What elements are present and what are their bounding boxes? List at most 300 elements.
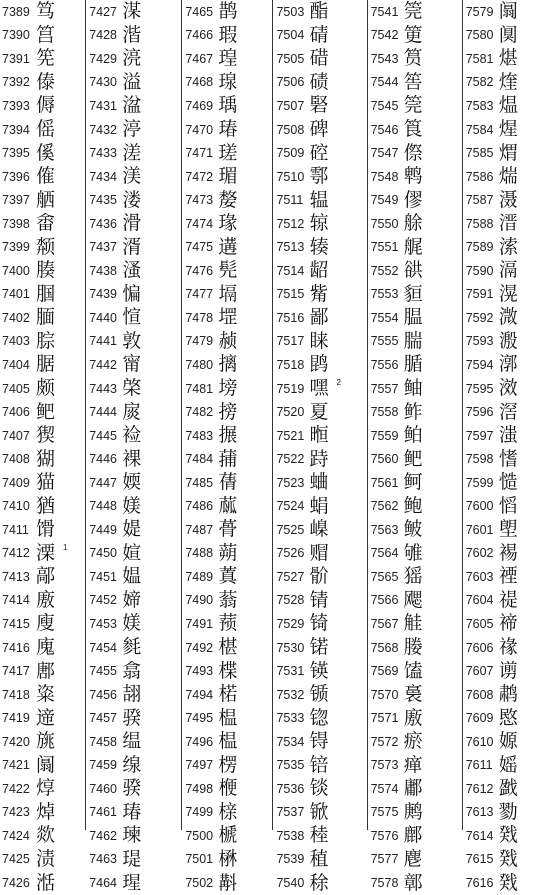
table-row: [0, 330, 85, 354]
table-row: [86, 71, 181, 95]
entry-character: 堽: [218, 306, 238, 329]
entry-character: 龆: [309, 259, 329, 282]
entry-character: 猶: [36, 494, 56, 517]
entry-character: 蓊: [218, 588, 238, 611]
entry-character: 鹊: [218, 0, 238, 23]
table-row: [463, 188, 537, 212]
table-row: [368, 47, 462, 71]
entry-character: 缐: [122, 753, 142, 776]
table-row: [368, 471, 462, 495]
entry-number: 7411: [2, 522, 29, 537]
entry-number: 7396: [2, 169, 30, 184]
entry-character: 甯: [122, 353, 142, 376]
entry-number: 7488: [185, 546, 214, 561]
entry-character: 媪: [122, 565, 142, 588]
table-row: [368, 283, 462, 307]
entry-character: 溠: [122, 141, 142, 164]
table-row: [273, 71, 366, 95]
table-row: [368, 141, 462, 165]
table-row: [273, 0, 366, 24]
entry-character: 鲌: [403, 424, 423, 447]
entry-number: 7551: [370, 240, 399, 255]
entry-number: 7516: [276, 310, 305, 325]
entry-number: 7546: [370, 122, 399, 137]
table-row: [86, 612, 181, 636]
entry-number: 7568: [370, 640, 399, 655]
entry-number: 7448: [89, 499, 118, 514]
entry-number: 7615: [465, 852, 494, 867]
entry-number: 7598: [465, 452, 494, 467]
entry-number: 7465: [185, 4, 214, 19]
entry-character: 鲉: [403, 377, 423, 400]
entry-number: 7476: [185, 263, 214, 278]
entry-number: 7575: [370, 805, 399, 820]
table-row: [182, 400, 272, 424]
entry-character: 煟: [498, 141, 518, 164]
entry-number: 7427: [89, 4, 118, 19]
table-row: [463, 47, 537, 71]
entry-character: 裼: [498, 541, 518, 564]
entry-character: 煃: [498, 70, 518, 93]
entry-number: 7438: [89, 263, 118, 278]
entry-character: 碃: [309, 23, 329, 46]
table-row: [368, 636, 462, 660]
entry-character: 稌: [309, 871, 329, 894]
entry-character: 瘀: [403, 730, 423, 753]
table-row: [368, 683, 462, 707]
table-row: [368, 871, 462, 895]
entry-number: 7520: [276, 405, 305, 420]
entry-character: 瑔: [218, 70, 238, 93]
entry-number: 7451: [89, 569, 118, 584]
table-row: [368, 212, 462, 236]
table-row: [182, 659, 272, 683]
table-row: [0, 706, 85, 730]
entry-number: 7604: [465, 593, 494, 608]
entry-character: 媆: [122, 471, 142, 494]
table-row: [182, 824, 272, 848]
entry-number: 7566: [370, 593, 399, 608]
entry-number: 7472: [185, 169, 214, 184]
entry-number: 7486: [185, 499, 214, 514]
entry-number: 7394: [2, 122, 30, 137]
entry-character: 愭: [498, 447, 518, 470]
table-row: [463, 518, 537, 542]
entry-character: 鹎: [403, 165, 423, 188]
entry-character: 旐: [36, 730, 56, 753]
entry-character: 湝: [122, 23, 142, 46]
table-row: [86, 118, 181, 142]
table-row: [182, 494, 272, 518]
table-row: [273, 353, 366, 377]
entry-character: 煴: [498, 94, 518, 117]
table-row: [368, 612, 462, 636]
entry-character: 嵲: [309, 518, 329, 541]
entry-number: 7497: [185, 758, 214, 773]
table-row: [86, 330, 181, 354]
entry-number: 7611: [465, 758, 493, 773]
entry-character: 禘: [498, 612, 518, 635]
entry-number: 7434: [89, 169, 118, 184]
entry-character: 畬: [36, 212, 56, 235]
table-row: [86, 848, 181, 872]
table-row: [273, 306, 366, 330]
table-row: [182, 259, 272, 283]
entry-character: 煋: [498, 118, 518, 140]
entry-number: 7528: [276, 593, 305, 608]
entry-number: 7600: [465, 499, 494, 514]
table-row: [182, 730, 272, 754]
table-row: [86, 754, 181, 778]
table-row: [86, 518, 181, 542]
table-row: [273, 424, 366, 448]
entry-number: 7441: [89, 334, 118, 349]
entry-number: 7442: [89, 357, 118, 372]
entry-character: 塥: [218, 282, 238, 305]
entry-character: 粢: [36, 683, 56, 706]
entry-number: 7570: [370, 687, 399, 702]
entry-number: 7558: [370, 405, 399, 420]
entry-number: 7428: [89, 28, 118, 43]
table-row: [182, 518, 272, 542]
table-row: [273, 683, 366, 707]
table-row: [463, 306, 537, 330]
table-row: [463, 24, 537, 48]
table-row: [182, 683, 272, 707]
entry-character: 敦: [122, 329, 142, 352]
table-row: [182, 353, 272, 377]
entry-character: 煓: [498, 165, 518, 188]
entry-number: 7404: [2, 357, 30, 372]
entry-character: 蛐: [309, 471, 329, 494]
entry-character: 愍: [498, 706, 518, 729]
table-row: [86, 871, 181, 895]
entry-character: 鄘: [403, 777, 423, 800]
entry-number: 7514: [276, 263, 305, 278]
entry-character: 蓏: [218, 494, 238, 517]
table-row: [368, 706, 462, 730]
entry-character: 慆: [498, 494, 518, 517]
entry-character: 筥: [36, 23, 56, 46]
entry-number: 7393: [2, 98, 30, 113]
table-row: [86, 400, 181, 424]
entry-character: 馉: [36, 518, 56, 541]
table-row: [86, 589, 181, 613]
table-row: [86, 542, 181, 566]
entry-character: 笃: [36, 0, 56, 23]
entry-character: 溦: [498, 306, 518, 329]
entry-number: 7565: [370, 569, 399, 584]
table-row: [182, 235, 272, 259]
entry-number: 7440: [89, 310, 118, 325]
entry-character: 碛: [309, 70, 329, 93]
table-row: [0, 94, 85, 118]
entry-character: 楩: [218, 777, 238, 800]
table-row: [86, 188, 181, 212]
entry-number: 7519: [276, 381, 305, 396]
entry-character: 锳: [309, 659, 329, 682]
entry-character: 傕: [36, 165, 56, 188]
entry-character: 棨: [122, 377, 142, 400]
entry-character: 鄜: [403, 824, 423, 847]
entry-character: 滉: [498, 282, 518, 305]
table-column: [462, 0, 537, 894]
table-row: [463, 71, 537, 95]
entry-number: 7460: [89, 781, 118, 796]
table-row: [86, 353, 181, 377]
entry-character: 媄: [122, 612, 142, 635]
entry-number: 7595: [465, 381, 494, 396]
entry-number: 7444: [89, 405, 118, 420]
entry-number: 7584: [465, 122, 494, 137]
entry-number: 7405: [2, 381, 30, 396]
entry-character: 蒱: [218, 447, 238, 470]
table-row: [273, 565, 366, 589]
entry-number: 7406: [2, 405, 30, 420]
table-row: [463, 0, 537, 24]
table-row: [368, 235, 462, 259]
entry-character: 鄙: [309, 306, 329, 329]
table-row: [273, 235, 366, 259]
entry-character: 飔: [403, 588, 423, 611]
table-row: [0, 259, 85, 283]
entry-character: 傉: [36, 94, 56, 117]
table-row: [86, 283, 181, 307]
entry-character: 傺: [403, 141, 423, 164]
entry-number: 7454: [89, 640, 118, 655]
table-row: [182, 447, 272, 471]
entry-number: 7605: [465, 616, 494, 631]
entry-character: 腒: [36, 353, 56, 376]
table-row: [463, 424, 537, 448]
table-row: [368, 777, 462, 801]
table-row: [273, 165, 366, 189]
table-row: [0, 141, 85, 165]
table-row: [182, 306, 272, 330]
table-row: [273, 706, 366, 730]
entry-character: 瑃: [218, 118, 238, 140]
entry-number: 7608: [465, 687, 494, 702]
entry-character: 缊: [122, 730, 142, 753]
table-row: [463, 283, 537, 307]
entry-character: 裸: [122, 447, 142, 470]
entry-character: 暅: [309, 424, 329, 447]
table-row: [368, 730, 462, 754]
entry-number: 7596: [465, 405, 494, 420]
entry-character: 焯: [36, 800, 56, 823]
entry-number: 7491: [185, 616, 214, 631]
entry-character: 猢: [36, 447, 56, 470]
entry-number: 7508: [276, 122, 305, 137]
entry-character: 蒨: [218, 471, 238, 494]
entry-character: 艅: [403, 212, 423, 235]
entry-number: 7395: [2, 146, 30, 161]
entry-number: 7453: [89, 616, 118, 631]
entry-number: 7602: [465, 546, 494, 561]
table-row: [273, 871, 366, 895]
entry-character: 斠: [218, 871, 238, 894]
table-row: [0, 71, 85, 95]
footnote-marker: 2: [336, 378, 341, 388]
entry-number: 7490: [185, 593, 214, 608]
entry-character: 锖: [309, 588, 329, 611]
table-row: [368, 824, 462, 848]
entry-character: 渼: [122, 165, 142, 188]
entry-character: 滠: [498, 188, 518, 211]
entry-number: 7599: [465, 475, 494, 490]
entry-character: 麀: [403, 847, 423, 870]
entry-character: 赪: [218, 329, 238, 352]
entry-character: 骱: [309, 565, 329, 588]
table-row: [368, 494, 462, 518]
entry-character: 榹: [218, 824, 238, 847]
table-row: [368, 542, 462, 566]
table-row: [86, 659, 181, 683]
entry-character: 筻: [403, 23, 423, 46]
table-row: [182, 47, 272, 71]
table-row: [368, 659, 462, 683]
table-row: [463, 471, 537, 495]
table-row: [0, 424, 85, 448]
entry-character: 腼: [36, 306, 56, 329]
entry-character: 鲏: [403, 518, 423, 541]
entry-number: 7421: [2, 758, 30, 773]
table-row: [368, 306, 462, 330]
entry-number: 7435: [89, 193, 118, 208]
entry-number: 7545: [370, 98, 399, 113]
entry-number: 7400: [2, 263, 30, 278]
table-row: [273, 754, 366, 778]
entry-character: 湑: [122, 235, 142, 258]
entry-number: 7539: [276, 852, 305, 867]
entry-character: 蒴: [218, 541, 238, 564]
table-row: [86, 377, 181, 401]
entry-number: 7398: [2, 216, 30, 231]
entry-character: 辏: [309, 235, 329, 258]
table-row: [463, 730, 537, 754]
entry-character: 楪: [218, 659, 238, 682]
table-row: [368, 71, 462, 95]
table-row: [0, 730, 85, 754]
entry-character: 硻: [309, 94, 329, 117]
table-row: [0, 165, 85, 189]
entry-number: 7583: [465, 98, 494, 113]
entry-character: 阘: [498, 0, 518, 23]
table-row: [463, 754, 537, 778]
entry-character: 湓: [122, 94, 142, 117]
table-row: [86, 565, 181, 589]
table-row: [0, 353, 85, 377]
entry-number: 7526: [276, 546, 305, 561]
entry-character: 酯: [309, 0, 329, 23]
entry-number: 7555: [370, 334, 399, 349]
entry-number: 7577: [370, 852, 399, 867]
entry-character: 搌: [218, 424, 238, 447]
entry-number: 7496: [185, 734, 214, 749]
entry-number: 7501: [185, 852, 214, 867]
entry-number: 7563: [370, 522, 399, 537]
table-row: [368, 518, 462, 542]
entry-number: 7489: [185, 569, 214, 584]
entry-character: 戣: [498, 847, 518, 870]
entry-number: 7574: [370, 781, 399, 796]
entry-character: 蒖: [218, 565, 238, 588]
entry-character: 裛: [403, 683, 423, 706]
entry-number: 7560: [370, 452, 399, 467]
entry-character: 滆: [498, 259, 518, 282]
table-row: [368, 0, 462, 24]
table-column: [272, 0, 366, 894]
table-row: [273, 659, 366, 683]
entry-character: 摛: [218, 353, 238, 376]
entry-character: 筶: [403, 70, 423, 93]
table-row: [86, 824, 181, 848]
table-row: [0, 212, 85, 236]
table-row: [182, 141, 272, 165]
entry-number: 7572: [370, 734, 399, 749]
table-row: [86, 47, 181, 71]
entry-number: 7402: [2, 310, 30, 325]
table-row: [86, 259, 181, 283]
entry-character: 瑃: [122, 800, 142, 823]
entry-number: 7507: [276, 98, 305, 113]
entry-character: 溹: [498, 235, 518, 258]
entry-number: 7410: [2, 499, 30, 514]
entry-number: 7594: [465, 357, 494, 372]
table-row: [182, 777, 272, 801]
table-row: [463, 447, 537, 471]
entry-character: 傜: [36, 118, 56, 140]
entry-number: 7429: [89, 51, 118, 66]
table-row: [368, 118, 462, 142]
entry-character: 腯: [403, 353, 423, 376]
table-row: [0, 47, 85, 71]
entry-character: 瑓: [122, 824, 142, 847]
table-row: [0, 0, 85, 24]
entry-number: 7616: [465, 876, 494, 890]
entry-character: 瑂: [218, 165, 238, 188]
entry-number: 7524: [276, 499, 305, 514]
entry-character: 筦: [403, 0, 423, 23]
entry-character: 翓: [122, 683, 142, 706]
entry-number: 7542: [370, 28, 399, 43]
entry-number: 7506: [276, 75, 305, 90]
entry-character: 瘅: [403, 753, 423, 776]
entry-number: 7500: [185, 828, 214, 843]
entry-number: 7418: [2, 687, 30, 702]
entry-number: 7529: [276, 616, 305, 631]
entry-character: 遘: [218, 235, 238, 258]
entry-number: 7462: [89, 828, 118, 843]
entry-number: 7613: [465, 805, 494, 820]
table-row: [182, 871, 272, 895]
table-row: [0, 542, 85, 566]
entry-character: 禋: [498, 565, 518, 588]
entry-number: 7610: [465, 734, 494, 749]
entry-character: 溢: [122, 70, 142, 93]
entry-character: 谼: [403, 259, 423, 282]
table-row: [273, 94, 366, 118]
entry-character: 媂: [122, 588, 142, 611]
entry-character: 雊: [403, 541, 423, 564]
entry-character: 鲄: [403, 471, 423, 494]
entry-number: 7412: [2, 546, 30, 561]
table-row: [86, 471, 181, 495]
entry-number: 7493: [185, 664, 214, 679]
entry-number: 7540: [276, 876, 305, 890]
table-row: [86, 141, 181, 165]
entry-number: 7389: [2, 4, 30, 19]
